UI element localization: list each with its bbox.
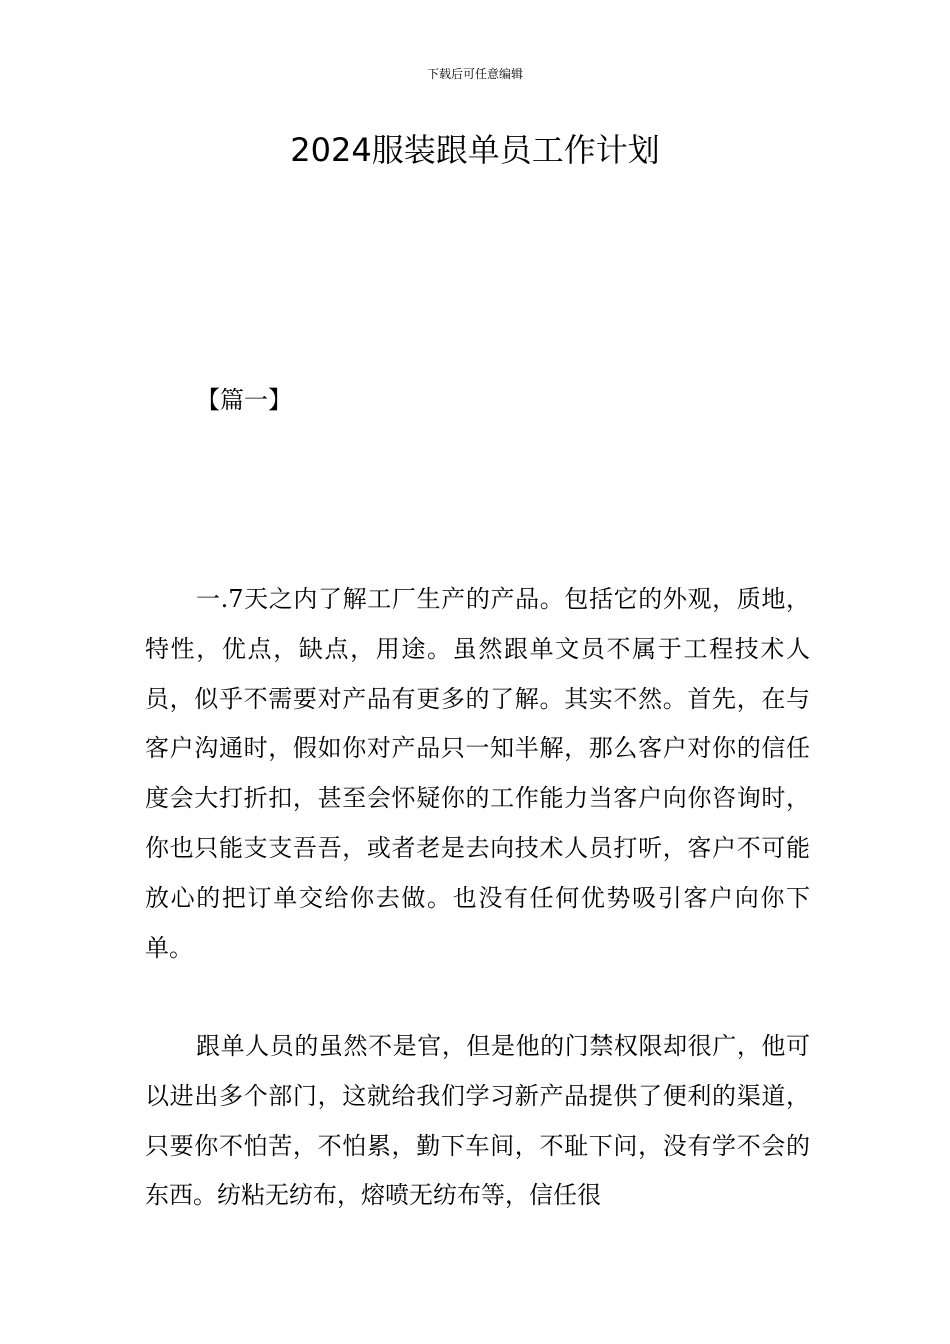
document-title: 2024服装跟单员工作计划 <box>290 131 660 169</box>
header-note: 下载后可任意编辑 <box>426 67 523 81</box>
section-label: 【篇一】 <box>196 386 292 414</box>
paragraph-1: 一.7天之内了解工厂生产的产品。包括它的外观，质地，特性，优点，缺点，用途。虽然跟单文员不属于工程技术人员，似乎不需要对产品有更多的了解。其实不然。首先，在与客户沟通时，假如你对产品只一知半解，那么客户对你的信任度会大打折扣，甚至会怀疑你的工作能力当客户向你咨询时，你也只能支支吾吾，或者老是去向技术人员打听，客户不可能放心的把订单交给你去做。也没有任何优势吸引客户向你下单。 <box>145 585 810 962</box>
paragraph-2: 跟单人员的虽然不是官，但是他的门禁权限却很广，他可以进出多个部门，这就给我们学习新产品提供了便利的渠道，只要你不怕苦，不怕累，勤下车间，不耻下问，没有学不会的东西。纺粘无纺布，熔喷无纺布等，信任很 <box>145 1032 810 1210</box>
